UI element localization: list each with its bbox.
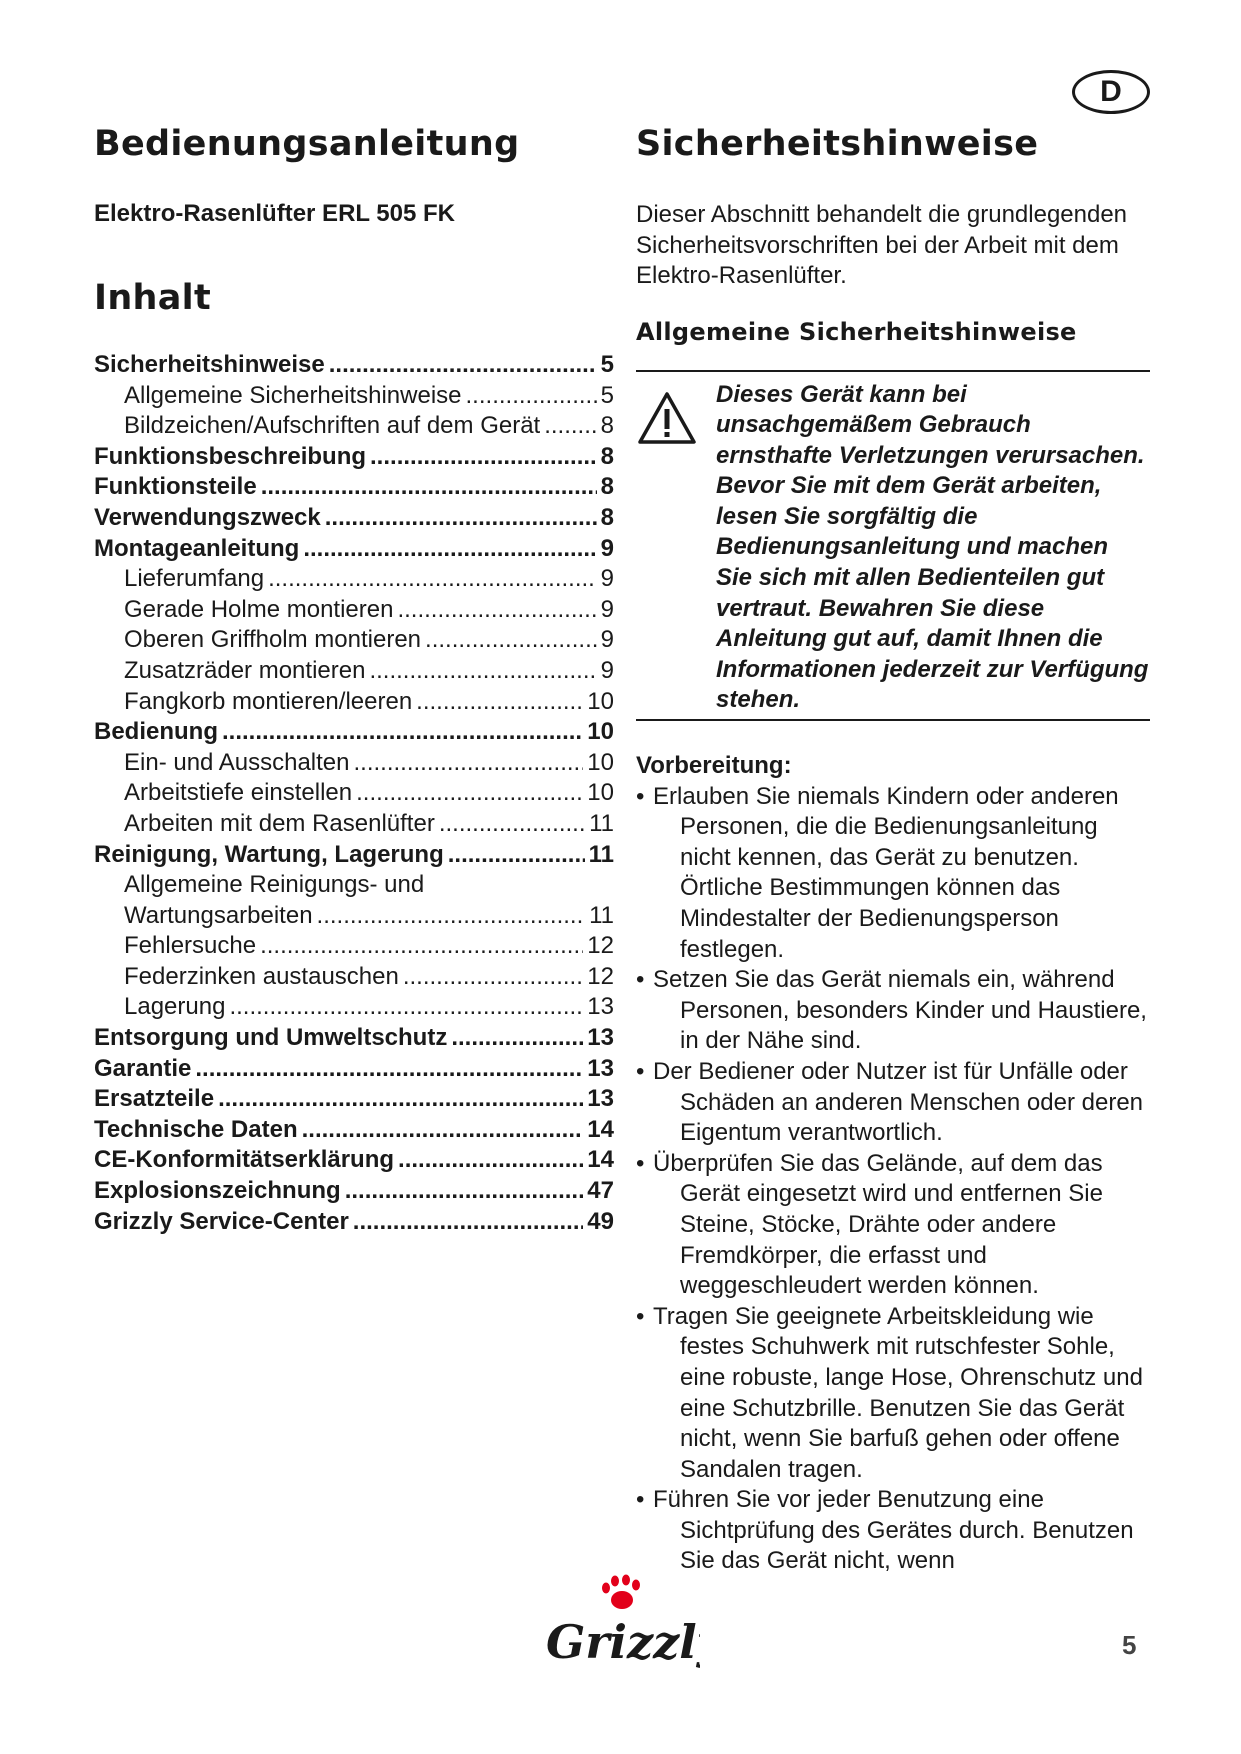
preparation-item: [636, 1149, 1150, 1302]
toc-entry: [94, 411, 614, 442]
toc-entry-page: 8: [600, 442, 614, 470]
toc-entry: [94, 840, 614, 871]
toc-dot-leader: [397, 595, 596, 626]
toc-entry-label: Bedienung: [94, 718, 218, 746]
toc-entry-label: Verwendungszweck: [94, 503, 321, 531]
toc-entry-label: Garantie: [94, 1054, 192, 1082]
toc-entry-label: Ersatzteile: [94, 1085, 215, 1113]
toc-entry-label: Wartungsarbeiten: [124, 901, 313, 929]
toc-entry-page: 13: [587, 993, 614, 1021]
toc-entry: [94, 901, 614, 932]
toc-entry-label: CE-Konformitätserklärung: [94, 1146, 395, 1174]
toc-title: Inhalt: [94, 278, 212, 318]
toc-entry-label: Allgemeine Reinigungs- und: [124, 871, 425, 899]
toc-entry: [94, 564, 614, 595]
preparation-item: [636, 1057, 1150, 1149]
toc-entry-page: 10: [587, 718, 614, 746]
toc-entry: [94, 534, 614, 565]
toc-entry: [94, 503, 614, 534]
toc-entry-page: 11: [588, 840, 614, 868]
toc-entry: [94, 992, 614, 1023]
toc-entry: [94, 717, 614, 748]
toc-entry-page: 12: [587, 962, 614, 990]
toc-entry-label: Reinigung, Wartung, Lagerung: [94, 840, 444, 868]
bullet-icon: •: [636, 966, 645, 994]
safety-title: Sicherheitshinweise: [636, 124, 1039, 164]
toc-dot-leader: [345, 1176, 584, 1207]
toc-dot-leader: [317, 901, 586, 932]
warning-triangle-icon: [636, 380, 716, 717]
toc-entry-page: 12: [587, 932, 614, 960]
toc-dot-leader: [448, 840, 585, 871]
preparation-item-text: Erlauben Sie niemals Kindern oder anderen Personen, die die Bedienungsanleitung nicht kennen, das Gerät zu benutzen. Örtliche Bestimmungen können das Mindestalter der Bedienungsperson festlegen.: [653, 782, 1119, 963]
preparation-item: [636, 965, 1150, 1057]
logo-wordmark: Grizzl: [546, 1615, 697, 1669]
bullet-icon: •: [636, 1057, 645, 1085]
preparation-heading: Vorbereitung:: [636, 752, 792, 780]
toc-entry: [94, 687, 614, 718]
paw-icon: [602, 1575, 640, 1610]
toc-dot-leader: [260, 931, 583, 962]
toc-entry: [94, 1023, 614, 1054]
toc-dot-leader: [268, 564, 597, 595]
toc-dot-leader: [356, 778, 583, 809]
toc-entry-label: Entsorgung und Umweltschutz: [94, 1024, 448, 1052]
preparation-item: [636, 782, 1150, 966]
page-number: 5: [1122, 1630, 1137, 1660]
toc-entry-page: 5: [600, 351, 614, 378]
product-subtitle: Elektro-Rasenlüfter ERL 505 FK: [94, 200, 455, 227]
toc-entry-page: 9: [600, 534, 614, 562]
toc-entry: [94, 962, 614, 993]
toc-entry: [94, 1145, 614, 1176]
bullet-icon: •: [636, 1302, 645, 1330]
bullet-icon: •: [636, 782, 645, 810]
language-badge: D: [1072, 70, 1150, 114]
toc-entry-page: 13: [587, 1085, 614, 1113]
toc-dot-leader: [229, 992, 583, 1023]
warning-box: [636, 370, 1150, 722]
toc-entry-label: Funktionsbeschreibung: [94, 442, 367, 470]
toc-entry-page: 9: [600, 656, 614, 684]
toc-entry-page: 14: [587, 1115, 614, 1143]
toc-entry-label: Oberen Griffholm montieren: [124, 626, 422, 654]
toc-entry: [94, 778, 614, 809]
toc-dot-leader: [325, 503, 597, 534]
toc-entry-label: Fangkorb montieren/leeren: [124, 687, 413, 715]
toc-entry-label: Montageanleitung: [94, 534, 300, 562]
toc-entry-page: 8: [600, 412, 614, 440]
toc-dot-leader: [425, 625, 597, 656]
toc-entry-page: 49: [587, 1207, 614, 1235]
toc-dot-leader: [451, 1023, 583, 1054]
toc-entry: [94, 809, 614, 840]
toc-entry: [94, 350, 614, 381]
right-column: [636, 124, 1150, 1577]
toc-dot-leader: [195, 1054, 583, 1085]
toc-dot-leader: [466, 381, 597, 412]
toc-dot-leader: [416, 687, 583, 718]
toc-entry-page: 11: [589, 809, 614, 837]
toc-dot-leader: [222, 717, 583, 748]
toc-entry: [94, 625, 614, 656]
toc-entry: [94, 442, 614, 473]
toc-entry-page: 9: [600, 565, 614, 593]
toc-entry: [94, 381, 614, 412]
toc-entry: [94, 1084, 614, 1115]
bullet-icon: •: [636, 1149, 645, 1177]
toc-entry-page: 10: [587, 748, 614, 776]
toc-dot-leader: [439, 809, 585, 840]
toc-entry: [94, 931, 614, 962]
table-of-contents: [94, 350, 614, 1237]
toc-entry-label: Zusatzräder montieren: [124, 656, 366, 684]
toc-entry: [94, 1176, 614, 1207]
toc-entry-label: Grizzly Service-Center: [94, 1207, 349, 1235]
toc-entry-label: Lagerung: [124, 993, 226, 1021]
toc-entry-page: 13: [587, 1024, 614, 1052]
toc-entry: [94, 870, 614, 901]
toc-dot-leader: [353, 748, 583, 779]
toc-dot-leader: [329, 350, 597, 381]
toc-entry-label: Technische Daten: [94, 1115, 298, 1143]
toc-dot-leader: [218, 1084, 583, 1115]
toc-dot-leader: [403, 962, 583, 993]
toc-entry-page: 14: [587, 1146, 614, 1174]
toc-entry-label: Lieferumfang: [124, 565, 265, 593]
toc-dot-leader: [544, 411, 596, 442]
general-safety-heading: Allgemeine Sicherheitshinweise: [636, 317, 1077, 346]
toc-dot-leader: [398, 1145, 583, 1176]
preparation-item-text: Führen Sie vor jeder Benutzung eine Sichtprüfung des Gerätes durch. Benutzen Sie das Gerät nicht, wenn: [653, 1486, 1134, 1575]
toc-entry-label: Arbeiten mit dem Rasenlüfter: [124, 809, 435, 837]
intro-paragraph: Dieser Abschnitt behandelt die grundlegenden Sicherheitsvorschriften bei der Arbeit mit dem Elektro-Rasenlüfter.: [636, 201, 1128, 289]
toc-entry: [94, 595, 614, 626]
manual-title: Bedienungsanleitung: [94, 124, 520, 164]
toc-dot-leader: [370, 442, 597, 473]
preparation-item-text: Setzen Sie das Gerät niemals ein, während Personen, besonders Kinder und Haustiere, in der Nähe sind.: [653, 966, 1147, 1055]
bullet-icon: •: [636, 1486, 645, 1514]
toc-entry: [94, 656, 614, 687]
toc-entry: [94, 1054, 614, 1085]
toc-entry-label: Explosionszeichnung: [94, 1177, 341, 1205]
warning-text: Dieses Gerät kann bei unsachgemäßem Gebrauch ernsthafte Verletzungen verursachen. Bevor Sie mit dem Gerät arbeiten, lesen Sie sorgfältig die Bedienungsanleitung und machen Sie sich mit allen Bedienteilen gut vertraut. Bewahren Sie diese Anleitung gut auf, damit Ihnen die Informationen jederzeit zur Verfügung stehen.: [716, 380, 1149, 714]
preparation-item-text: Tragen Sie geeignete Arbeitskleidung wie festes Schuhwerk mit rutschfester Sohle, eine robuste, lange Hose, Ohrenschutz und eine Schutzbrille. Benutzen Sie das Gerät nicht, wenn Sie barfuß gehen oder offene Sandalen tragen.: [653, 1302, 1143, 1483]
toc-entry: [94, 748, 614, 779]
toc-entry-page: 13: [587, 1054, 614, 1082]
toc-dot-leader: [369, 656, 596, 687]
preparation-list: [636, 782, 1150, 1577]
preparation-item: [636, 1302, 1150, 1486]
toc-entry-label: Arbeitstiefe einstellen: [124, 779, 353, 807]
toc-entry-label: Fehlersuche: [124, 932, 257, 960]
toc-dot-leader: [302, 1115, 584, 1146]
toc-entry-label: Sicherheitshinweise: [94, 351, 325, 378]
toc-dot-leader: [353, 1207, 584, 1238]
toc-entry-page: 8: [600, 503, 614, 531]
toc-entry-page: 8: [600, 473, 614, 501]
toc-dot-leader: [303, 534, 596, 565]
toc-entry-label: Bildzeichen/Aufschriften auf dem Gerät: [124, 412, 541, 440]
toc-entry-page: 5: [600, 381, 614, 409]
toc-entry: [94, 1207, 614, 1238]
toc-entry-page: 10: [587, 779, 614, 807]
toc-dot-leader: [261, 472, 597, 503]
preparation-item-text: Der Bediener oder Nutzer ist für Unfälle oder Schäden an anderen Menschen oder deren Eigentum verantwortlich.: [653, 1057, 1144, 1147]
toc-entry-page: 9: [600, 626, 614, 654]
left-column: [94, 124, 614, 1237]
toc-entry-label: Funktionsteile: [94, 473, 257, 501]
toc-entry-label: Allgemeine Sicherheitshinweise: [124, 381, 462, 409]
preparation-item-text: Überprüfen Sie das Gelände, auf dem das Gerät eingesetzt wird und entfernen Sie Steine, Stöcke, Drähte oder andere Fremdkörper, die erfasst und weggeschleudert werden können.: [653, 1149, 1103, 1300]
toc-entry-page: 47: [587, 1177, 614, 1205]
toc-entry-page: 9: [600, 595, 614, 623]
toc-entry-page: 11: [589, 901, 614, 929]
toc-entry-label: Ein- und Ausschalten: [124, 748, 350, 776]
grizzly-logo: [540, 1572, 700, 1672]
toc-entry-page: 10: [587, 687, 614, 715]
toc-entry: [94, 472, 614, 503]
toc-entry-label: Federzinken austauschen: [124, 962, 399, 990]
toc-entry-label: Gerade Holme montieren: [124, 595, 394, 623]
preparation-item: [636, 1485, 1150, 1577]
toc-entry: [94, 1115, 614, 1146]
